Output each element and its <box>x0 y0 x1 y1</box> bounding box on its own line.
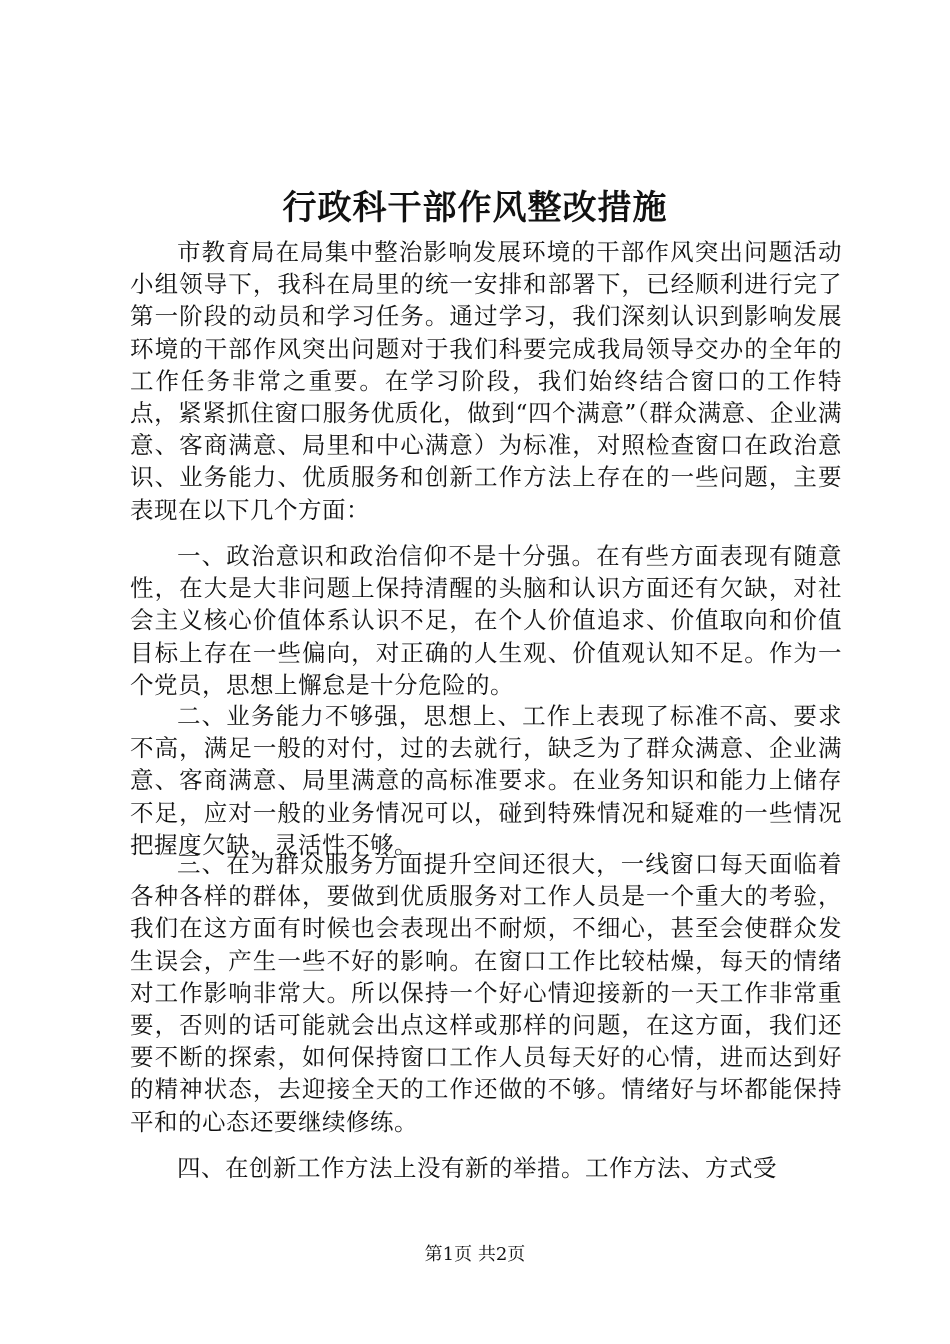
paragraph-point-three: 三、在为群众服务方面提升空间还很大，一线窗口每天面临着各种各样的群体，要做到优质服务对工作人员是一个重大的考验，我们在这方面有时候也会表现出不耐烦，不细心，甚至会使群众发生误会，产生一些不好的影响。在窗口工作比较枯燥，每天的情绪对工作影响非常大。所以保持一个好心情迎接新的一天工作非常重要，否则的话可能就会出点这样或那样的问题，在这方面，我们还要不断的探索，如何保持窗口工作人员每天好的心情，进而达到好的精神状态，去迎接全天的工作还做的不够。情绪好与坏都能保持平和的心态还要继续修练。 <box>130 850 842 1136</box>
paragraph-intro: 市教育局在局集中整治影响发展环境的干部作风突出问题活动小组领导下，我科在局里的统一安排和部署下，已经顺利进行完了第一阶段的动员和学习任务。通过学习，我们深刻认识到影响发展环境的干部作风突出问题对于我们科要完成我局领导交办的全年的工作任务非常之重要。在学习阶段，我们始终结合窗口的工作特点，紧紧抓住窗口服务优质化，做到“四个满意”（群众满意、企业满意、客商满意、局里和中心满意）为标准，对照检查窗口在政治意识、业务能力、优质服务和创新工作方法上存在的一些问题，主要表现在以下几个方面： <box>130 238 842 524</box>
paragraph-point-four: 四、在创新工作方法上没有新的举措。工作方法、方式受 <box>177 1154 777 1182</box>
page-number-footer: 第1页 共2页 <box>424 1244 526 1265</box>
paragraph-point-two: 二、业务能力不够强，思想上、工作上表现了标准不高、要求不高，满足一般的对付，过的去就行，缺乏为了群众满意、企业满意、客商满意、局里满意的高标准要求。在业务知识和能力上储存不足，应对一般的业务情况可以，碰到特殊情况和疑难的一些情况把握度欠缺，灵活性不够。 <box>130 702 842 859</box>
paragraph-point-one: 一、政治意识和政治信仰不是十分强。在有些方面表现有随意性，在大是大非问题上保持清醒的头脑和认识方面还有欠缺，对社会主义核心价值体系认识不足，在个人价值追求、价值取向和价值目标上存在一些偏向，对正确的人生观、价值观认知不足。作为一个党员，思想上懈怠是十分危险的。 <box>130 542 842 699</box>
document-title: 行政科干部作风整改措施 <box>282 188 668 228</box>
